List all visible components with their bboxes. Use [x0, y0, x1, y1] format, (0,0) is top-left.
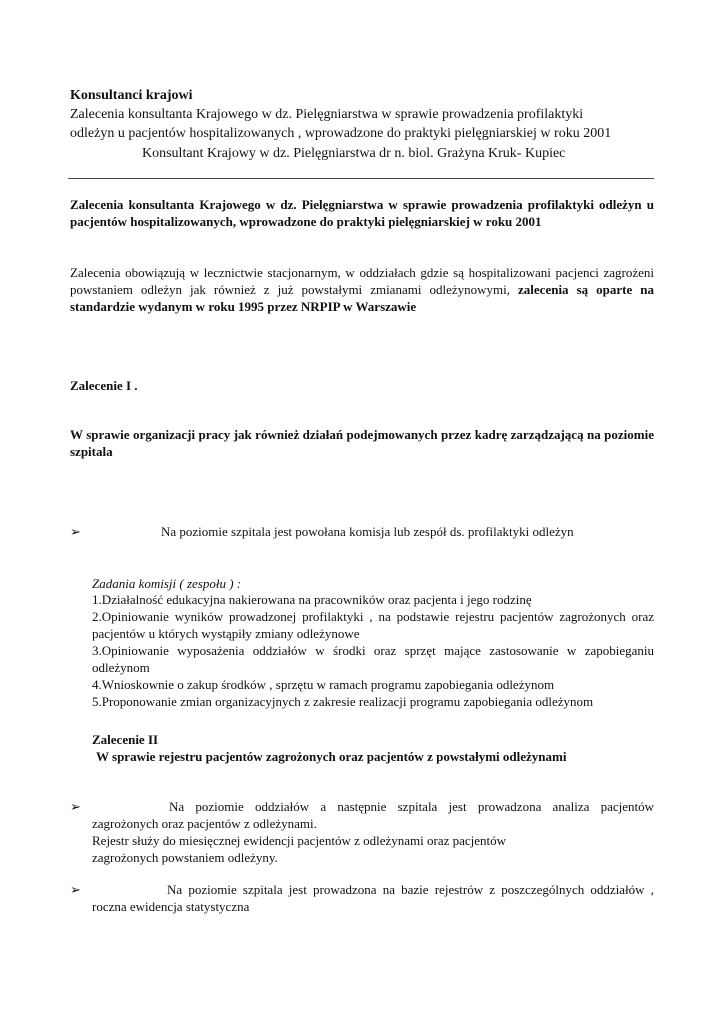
- section-2-bullet-2: [92, 881, 654, 915]
- intro-paragraph: [70, 264, 654, 315]
- page-title: Konsultanci krajowi: [70, 88, 193, 103]
- section-2-bullet-1: [92, 798, 654, 866]
- list-item: 2.Opiniowanie wyników prowadzonej profilaktyki , na podstawie rejestru pacjentów zagrożonych oraz pacjentów u których wystąpiły zmiany odleżynowe: [92, 609, 654, 641]
- bullet-1-line-3: Rejestr służy do miesięcznej ewidencji pacjentów z odleżynami oraz pacjentów: [92, 833, 507, 848]
- tasks-title: Zadania komisji ( zespołu ) :: [92, 576, 242, 591]
- tasks-list: [92, 591, 654, 710]
- section-2-subheading: W sprawie rejestru pacjentów zagrożonych oraz pacjentów z powstałymi odleżynami: [96, 749, 567, 764]
- bullet-arrow-icon: ➢: [70, 799, 81, 814]
- subtitle-line-2: odleżyn u pacjentów hospitalizowanych , wprowadzone do praktyki pielęgniarskiej w roku 2001: [70, 126, 612, 141]
- horizontal-divider: [68, 178, 654, 179]
- bullet-1-line-2: zagrożonych oraz pacjentów z odleżynami.: [92, 816, 317, 831]
- section-2-heading: Zalecenie II: [92, 732, 159, 747]
- list-item: 1.Działalność edukacyjna nakierowana na pracowników oraz pacjenta i jego rodzinę: [92, 592, 532, 607]
- list-item: 4.Wnioskownie o zakup środków , sprzętu w ramach programu zapobiegania odleżynom: [92, 677, 555, 692]
- intro-text: Zalecenia obowiązują w lecznictwie stacjonarnym, w oddziałach gdzie są hospitalizowani pacjenci zagrożeni powstaniem odleżyn jak również z już powstałymi zmianami odleżynowymi,: [70, 265, 654, 297]
- bullet-arrow-icon: ➢: [70, 882, 81, 897]
- bullet-1-line-1: Na poziomie oddziałów a następnie szpitala jest prowadzona analiza pacjentów: [169, 799, 654, 814]
- bullet-2-line-1: Na poziomie szpitala jest prowadzona na bazie rejestrów z poszczególnych oddziałów ,: [167, 882, 654, 897]
- consultant-line: Konsultant Krajowy w dz. Pielęgniarstwa dr n. biol. Grażyna Kruk- Kupiec: [142, 146, 566, 161]
- section-1-heading: Zalecenie I .: [70, 378, 138, 393]
- intro-bold-text: zalecenia są oparte na standardzie wydanym w roku 1995 przez NRPIP w Warszawie: [70, 282, 655, 314]
- bullet-2-line-2: roczna ewidencja statystyczna: [92, 899, 250, 914]
- document-heading: Zalecenia konsultanta Krajowego w dz. Pielęgniarstwa w sprawie prowadzenia profilaktyki odleżyn u pacjentów hospitalizowanych, wprowadzone do praktyki pielęgniarskiej w roku 2001: [70, 197, 654, 229]
- list-item: 5.Proponowanie zmian organizacyjnych z zakresie realizacji programu zapobiegania odleżynom: [92, 694, 594, 709]
- list-item: 3.Opiniowanie wyposażenia oddziałów w środki oraz sprzęt mające zastosowanie w zapobieganiu odleżynom: [92, 643, 654, 675]
- subtitle-line-1: Zalecenia konsultanta Krajowego w dz. Pielęgniarstwa w sprawie prowadzenia profilaktyki: [70, 107, 584, 122]
- bullet-arrow-icon: ➢: [70, 524, 81, 539]
- section-1-subheading: W sprawie organizacji pracy jak również działań podejmowanych przez kadrę zarządzającą na poziomie szpitala: [70, 427, 654, 459]
- section-1-bullet: Na poziomie szpitala jest powołana komisja lub zespół ds. profilaktyki odleżyn: [161, 524, 574, 539]
- bullet-1-line-4: zagrożonych powstaniem odleżyny.: [92, 850, 278, 865]
